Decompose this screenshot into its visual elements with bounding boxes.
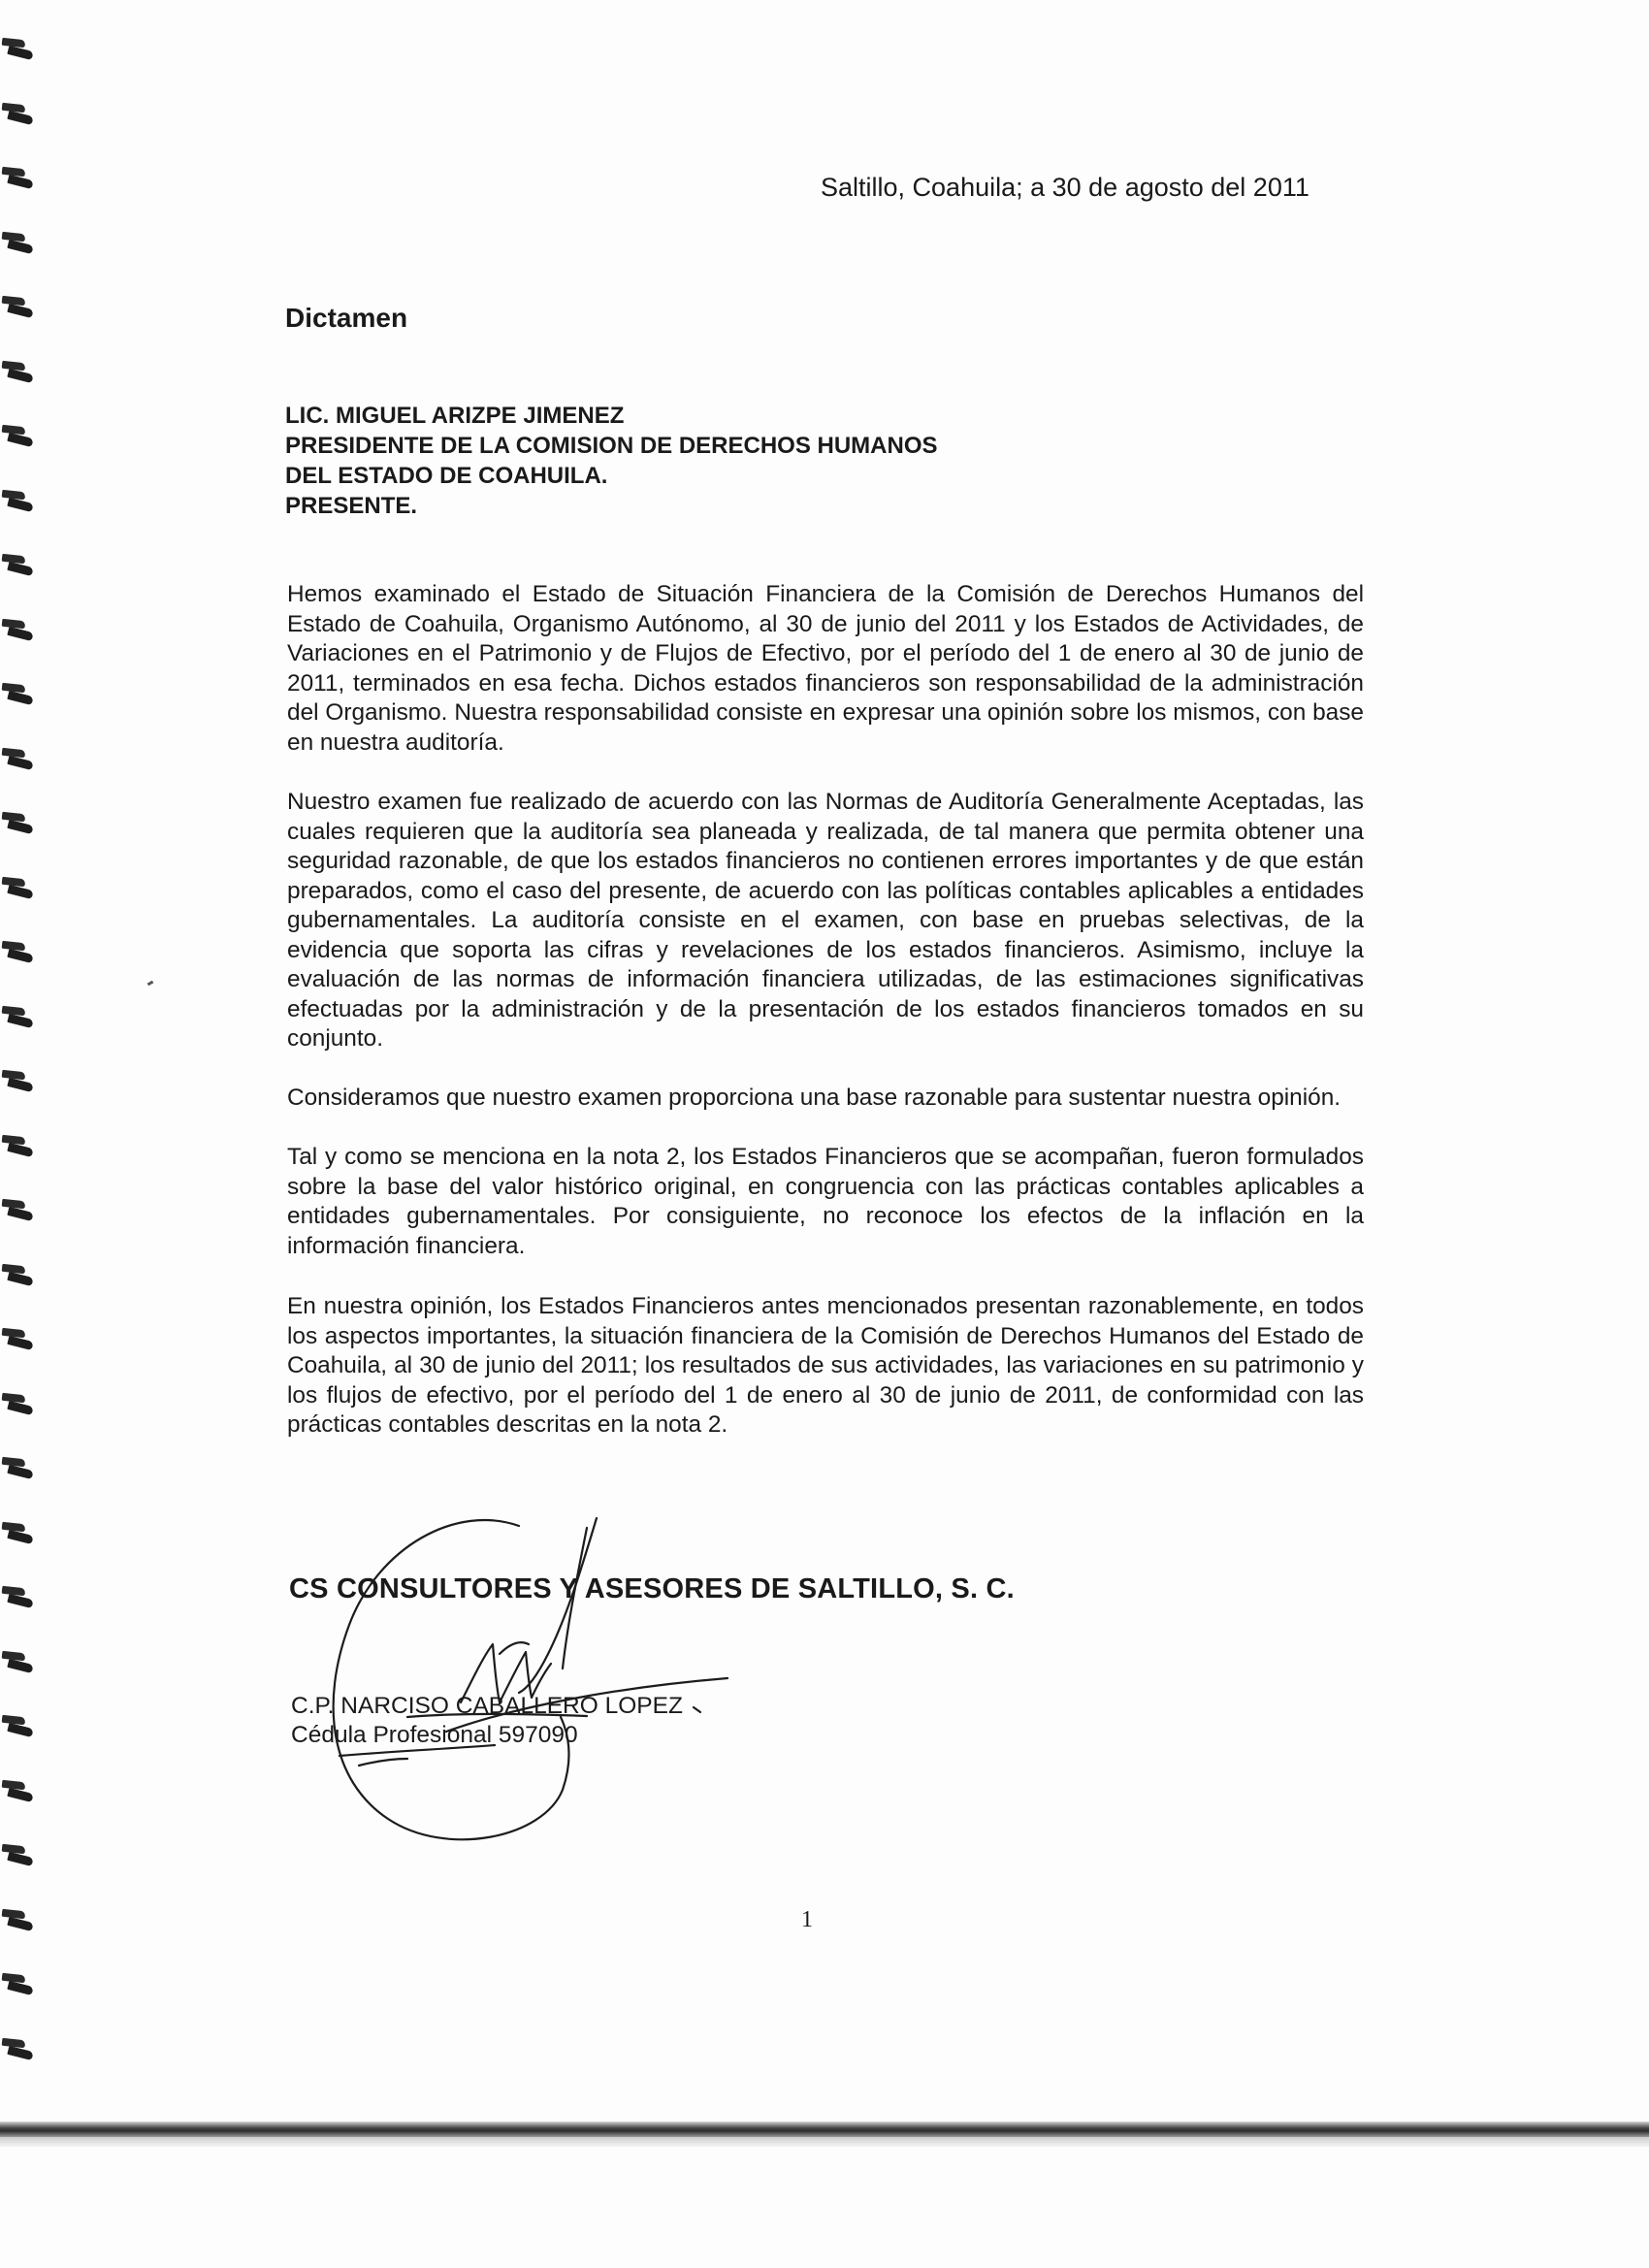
binding-ring-lower [7, 1401, 33, 1415]
binding-ring-lower [7, 1207, 33, 1221]
binding-ring-lower [7, 498, 33, 512]
binding-ring [2, 1394, 33, 1415]
binding-ring [2, 878, 33, 899]
binding-ring [2, 1007, 33, 1028]
binding-ring [2, 1523, 33, 1544]
binding-ring-lower [7, 1659, 33, 1673]
binding-ring-lower [7, 111, 33, 125]
scan-edge-shadow [0, 2137, 1649, 2147]
binding-ring [2, 555, 33, 576]
binding-ring-lower [7, 1078, 33, 1092]
binding-ring-lower [7, 1852, 33, 1866]
handwritten-signature [320, 1508, 757, 1858]
binding-ring-lower [7, 949, 33, 963]
binding-ring [2, 168, 33, 189]
binding-ring-lower [7, 1530, 33, 1544]
binding-ring-lower [7, 1594, 33, 1608]
recipient-block [285, 401, 938, 521]
binding-ring-lower [7, 691, 33, 705]
binding-ring [2, 813, 33, 834]
paragraph-scope: Hemos examinado el Estado de Situación Financiera de la Comisión de Derechos Humanos del Estado de Coahuila, Organismo Autónomo, al 30 de junio del 2011 y los Estados de Actividades, de Variaciones en el Patrimonio y de Flujos de Efectivo, por el período del 1 de enero al 30 de junio de 2011, terminados en esa fecha. Dichos estados financieros son responsabilidad de la administración del Organismo. Nuestra responsabilidad consiste en expresar una opinión sobre los mismos, con base en nuestra auditoría. [287, 581, 1364, 756]
binding-ring [2, 1974, 33, 1995]
binding-ring [2, 942, 33, 963]
binding-ring [2, 1587, 33, 1608]
signer-name: C.P. NARCISO CABALLERO LOPEZ [291, 1693, 683, 1719]
binding-ring [2, 1200, 33, 1221]
firm-name: CS CONSULTORES Y ASESORES DE SALTILLO, S. C. [289, 1573, 1015, 1604]
binding-ring [2, 1265, 33, 1286]
page-number: 1 [801, 1907, 813, 1932]
binding-ring [2, 1136, 33, 1157]
document-body [287, 580, 1364, 1470]
binding-ring-lower [7, 627, 33, 641]
binding-ring [2, 1329, 33, 1350]
paragraph-audit-standards: Nuestro examen fue realizado de acuerdo con las Normas de Auditoría Generalmente Aceptadas, las cuales requieren que la auditoría sea planeada y realizada, de tal manera que permita obtener una seguridad razonable, de que los estados financieros no contienen errores importantes y de que están preparados, como el caso del presente, de acuerdo con las políticas contables aplicables a entidades gubernamentales. La auditoría consiste en el examen, con base en pruebas selectivas, de la evidencia que soporta las cifras y revelaciones de los estados financieros. Asimismo, incluye la evaluación de las normas de información financiera utilizadas, de las estimaciones significativas efectuadas por la administración y de la presentación de los estados financieros tomados en su conjunto. [287, 789, 1364, 1052]
binding-ring [2, 1458, 33, 1479]
binding-ring-lower [7, 1465, 33, 1479]
recipient-present: PRESENTE. [285, 493, 418, 519]
paragraph-opinion: En nuestra opinión, los Estados Financieros antes mencionados presentan razonablemente, en todos los aspectos importantes, la situación financiera de la Comisión de Derechos Humanos del Estado de Coahuila, al 30 de junio del 2011; los resultados de sus actividades, las variaciones en su patrimonio y los flujos de efectivo, por el período del 1 de enero al 30 de junio de 2011, de conformidad con las prácticas contables descritas en la nota 2. [287, 1293, 1364, 1438]
binding-ring-lower [7, 756, 33, 770]
binding-ring [2, 1845, 33, 1866]
scan-speck [147, 981, 154, 987]
binding-ring [2, 233, 33, 254]
recipient-name: LIC. MIGUEL ARIZPE JIMENEZ [285, 403, 625, 429]
binding-ring-lower [7, 1014, 33, 1028]
binding-ring [2, 1716, 33, 1737]
binding-ring-lower [7, 433, 33, 447]
scan-edge-bar [0, 2122, 1649, 2137]
binding-ring [2, 297, 33, 318]
date-line: Saltillo, Coahuila; a 30 de agosto del 2011 [821, 173, 1310, 202]
binding-ring-lower [7, 2046, 33, 2060]
signer-license: Cédula Profesional 597090 [291, 1722, 578, 1748]
binding-ring-lower [7, 1143, 33, 1157]
binding-ring-lower [7, 1336, 33, 1350]
binding-ring-lower [7, 1788, 33, 1802]
recipient-state: DEL ESTADO DE COAHUILA. [285, 463, 608, 489]
binding-ring [2, 620, 33, 641]
binding-ring-lower [7, 46, 33, 60]
binding-ring [2, 2039, 33, 2060]
document-title: Dictamen [285, 303, 408, 333]
binding-ring-lower [7, 175, 33, 189]
paragraph-note-2: Tal y como se menciona en la nota 2, los Estados Financieros que se acompañan, fueron formulados sobre la base del valor histórico original, en congruencia con las prácticas contables aplicables a entidades gubernamentales. Por consiguiente, no reconoce los efectos de la inflación en la información financiera. [287, 1144, 1364, 1259]
binding-ring-lower [7, 885, 33, 899]
binding-ring-lower [7, 1272, 33, 1286]
spiral-binding [0, 19, 39, 2086]
binding-ring-lower [7, 562, 33, 576]
binding-ring [2, 1071, 33, 1092]
binding-ring [2, 1652, 33, 1673]
binding-ring [2, 362, 33, 383]
binding-ring [2, 1781, 33, 1802]
binding-ring [2, 39, 33, 60]
binding-ring [2, 1910, 33, 1931]
binding-ring-lower [7, 1917, 33, 1931]
binding-ring [2, 684, 33, 705]
paragraph-reasonable-basis: Consideramos que nuestro examen proporciona una base razonable para sustentar nuestra opinión. [287, 1084, 1342, 1111]
recipient-position: PRESIDENTE DE LA COMISION DE DERECHOS HUMANOS [285, 433, 938, 459]
binding-ring [2, 491, 33, 512]
binding-ring-lower [7, 1723, 33, 1737]
binding-ring [2, 749, 33, 770]
binding-ring-lower [7, 304, 33, 318]
binding-ring [2, 426, 33, 447]
binding-ring-lower [7, 1981, 33, 1995]
binding-ring-lower [7, 240, 33, 254]
binding-ring-lower [7, 820, 33, 834]
binding-ring-lower [7, 369, 33, 383]
binding-ring [2, 104, 33, 125]
